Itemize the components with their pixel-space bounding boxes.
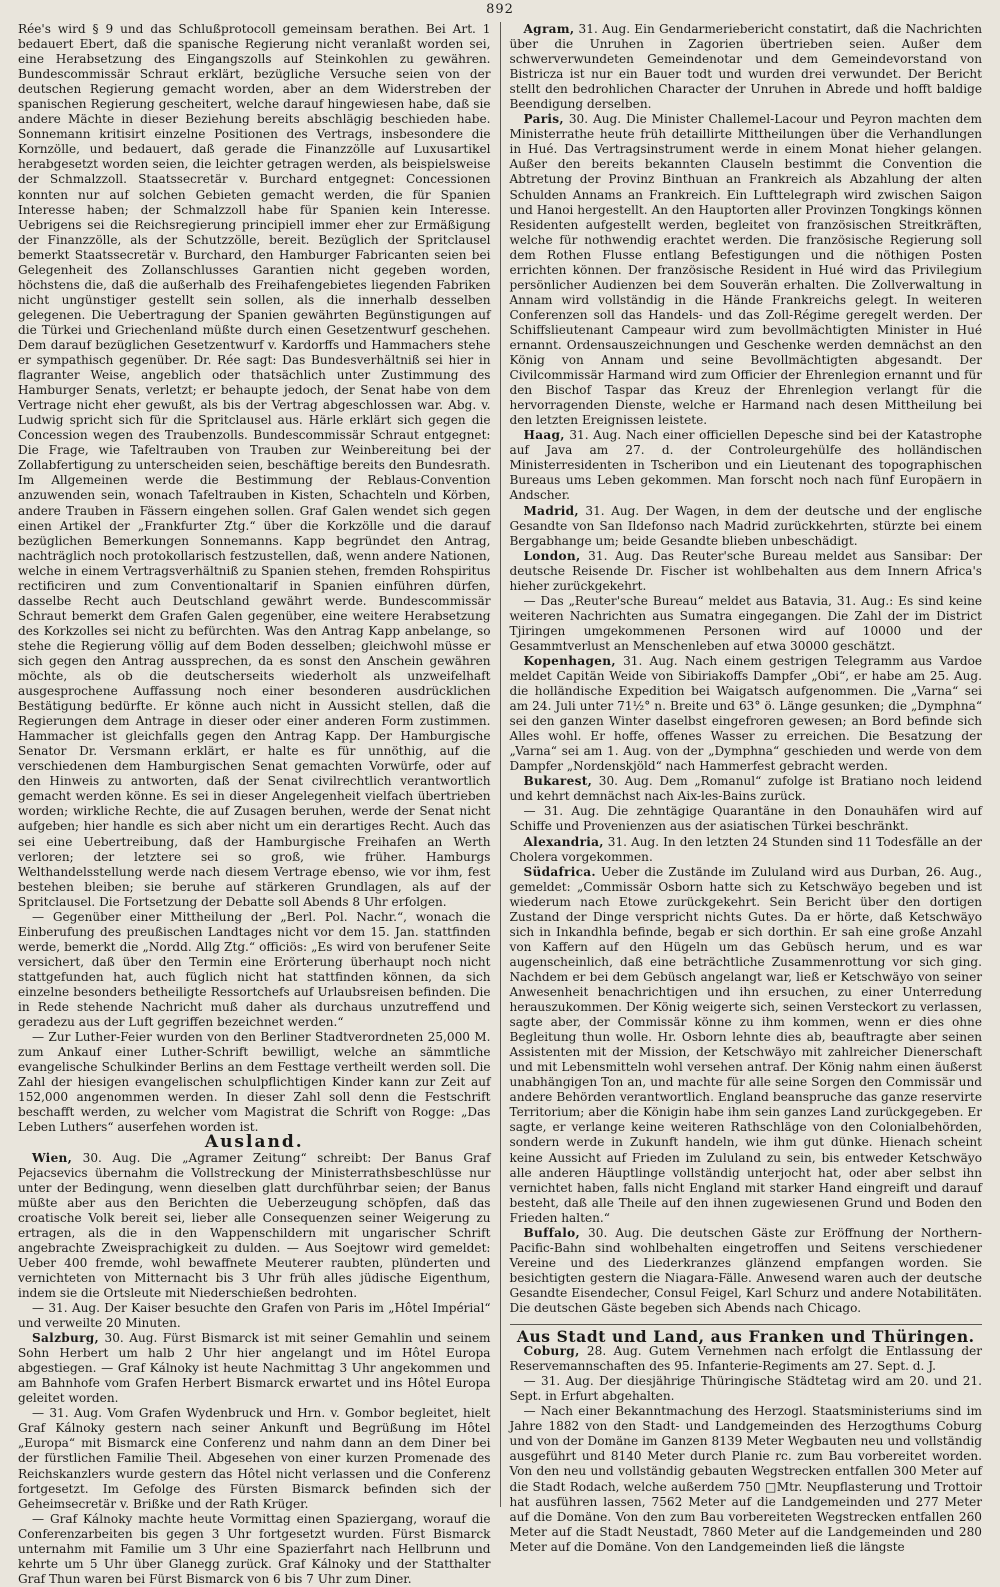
article-suedafrica: Südafrica. Ueber die Zustände im Zululand wird aus Durban, 26. Aug., gemeldet: „Commissär Osborn hatte sich zu Ketschwäyo begeben und ist wiederum nach Etowe zurückgekehrt. Sein Bericht über den dortigen Zustand der Dinge verspricht nichts Gutes. Da er hörte, daß Ketschwäyo sich in Inkandhla befinde, begab er sich dorthin. Er sah eine große Anzahl von Kaffern auf den Hügeln um das Gebüsch herum, und es war augenscheinlich, daß eine beträchtliche Zusammenrottung vor sich ging. Nachdem er bei dem Gebüsch angelangt war, ließ er Ketschwäyo von seiner Anwesenheit benachrichtigen und ihn ersuchen, zu einer Unterredung herauszukommen. Der König weigerte sich, seinen Versteckort zu verlassen, sagte aber, der Commissär könne zu ihm kommen, wenn er dies ohne Begleitung thun wolle. Hr. Osborn lehnte dies ab, beauftragte aber seinen Assistenten mit der Mission, der Ketschwäyo mit zahlreicher Dienerschaft und mit Lebensmitteln wohl versehen antraf. Der König nahm einen äußerst unabhängigen Ton an, und machte für alle seine Sorgen den Commissär und andere Behörden verantwortlich. England beanspruche das ganze reservirte Territorium; aber die Königin habe ihm sein ganzes Land zurückgegeben. Er sagte, er verlange keine weiteren Rathschläge von den Colonialbehörden, sondern werde in Zukunft handeln, wie ihm gut dünke. Hienach scheint keine Aussicht auf Frieden im Zululand zu sein, bis entweder Ketschwäyo alle anderen Häuptlinge vollständig unterjocht hat, oder aber selbst ihn vernichtet haben, falls nicht England mit starker Hand eingreift und darauf besteht, daß alle Theile auf den ihnen zugewiesenen Grund und Boden den Frieden halten.“ xyxy=(509,864,983,1225)
article-staedtetag: — 31. Aug. Der diesjährige Thüringische Städtetag wird am 20. und 21. Sept. in Erfurt abgehalten. xyxy=(509,1374,983,1404)
article-landtag: — Gegenüber einer Mittheilung der „Berl. Pol. Nachr.“, wonach die Einberufung des preußischen Landtages nicht vor dem 15. Jan. stattfinden werde, bemerkt die „Nordd. Allg Ztg.“ officiös: „Es wird von berufener Seite versichert, daß über den Termin eine Erörterung überhaupt noch nicht stattgefunden hat, auch füglich nicht hat stattfinden können, da sich einzelne besonders betheiligte Ressortchefs auf Urlaubsreisen befinden. Die in Rede stehende Nachricht muß daher als durchaus unzutreffend und geradezu aus der Luft gegriffen bezeichnet werden.“ xyxy=(18,909,491,1030)
article-madrid: Madrid, 31. Aug. Der Wagen, in dem der deutsche und der englische Gesandte von San Ildefonso nach Madrid zurückkehrten, stürzte bei einem Bergabhange um; beide Gesandte blieben unbeschädigt. xyxy=(509,503,983,548)
article-reichstag-debate: Rée's wird § 9 und das Schlußprotocoll gemeinsam berathen. Bei Art. 1 bedauert Ebert, daß die spanische Regierung nicht veranlaßt worden sei, eine Herabsetzung des Eingangszolls auf Steinkohlen zu gewähren. Bundescommissär Schraut erklärt, bezügliche Versuche seien von der deutschen Regierung gemacht worden, aber an dem Widerstreben der spanischen Regierung gescheitert, welche darauf hingewiesen habe, daß sie andere Mächte in dieser Beziehung bereits abschlägig beschieden habe. Sonnemann kritisirt einzelne Positionen des Vertrags, insbesondere die Kornzölle, und bedauert, daß gerade die Finanzzölle auf Luxusartikel herabgesetzt worden seien, die leichter getragen werden, als beispielsweise der Schmalzzoll. Staatssecretär v. Burchard entgegnet: Concessionen konnten nur auf solchen Gebieten gemacht werden, die für Spanien Interesse haben; der Schmalzzoll habe für Spanien kein Interesse. Uebrigens sei die Reichsregierung principiell immer eher zur Ermäßigung der Finanzzölle, als der Schutzzölle, bereit. Bezüglich der Spritclausel bemerkt Staatssecretär v. Burchard, den Hamburger Fabricanten seien bei Gelegenheit des Zollanschlusses Garantien nicht gegeben worden, höchstens die, daß die außerhalb des Freihafengebietes liegenden Fabriken nicht ungünstiger gestellt sein sollen, als die innerhalb desselben gelegenen. Die Uebertragung der Spanien gewährten Begünstigungen auf die Türkei und Griechenland müßte durch einen Gesetzentwurf geschehen. Dem darauf bezüglichen Gesetzentwurf v. Kardorffs und Hammachers stehe er sympathisch gegenüber. Dr. Rée sagt: Das Bundesverhältniß sei hier in flagranter Weise, angeblich oder thatsächlich unter Zustimmung des Hamburger Senats, verletzt; er behaupte jedoch, der Senat habe von dem Vertrage nicht eher gewußt, als bis der Vertrag abgeschlossen war. Abg. v. Ludwig spricht sich für die Spritclausel aus. Härle erklärt sich gegen die Concession wegen des Traubenzolls. Bundescommissär Schraut entgegnet: Die Frage, wie Tafeltrauben von Trauben zur Weinbereitung bei der Zollabfertigung zu unterscheiden seien, beschäftige bereits den Bundesrath. Im Allgemeinen werde die Bestimmung der Reblaus-Convention anzuwenden sein, wonach Tafeltrauben in Kisten, Schachteln und Körben, andere Trauben in Fässern eingehen sollen. Graf Galen wendet sich gegen einen Artikel der „Frankfurter Ztg.“ über die Korkzölle und die darauf bezüglichen Bemerkungen Sonnemanns. Kapp begründet den Antrag, nachträglich noch protokollarisch festzustellen, daß, wenn andere Nationen, welche in einem Vertragsverhältniß zu Spanien stehen, fremden Rohspiritus rectificiren und zum Conventionaltarif in Spanien einführen dürfen, dasselbe Recht auch Deutschland gewährt werde. Bundescommissär Schraut bemerkt dem Grafen Galen gegenüber, eine weitere Herabsetzung des Korkzolles sei nicht zu befürchten. Was den Antrag Kapp anbelange, so stehe die Regierung völlig auf dem Boden desselben; gleichwohl müsse er sich gegen den Antrag aussprechen, da es sonst den Anschein gewähren möchte, als ob die deutscherseits wiederholt als unzweifelhaft ausgesprochene Auffassung noch einer besonderen ausdrücklichen Bestätigung bedürfte. Er könne auch nicht in Aussicht stellen, daß die Regierungen dem Antrage in dieser oder einer anderen Form zustimmen. Hammacher ist gleichfalls gegen den Antrag Kapp. Der Hamburgische Senator Dr. Versmann erklärt, er halte es für unnöthig, auf die verschiedenen dem Hamburgischen Senat gemachten Vorwürfe, oder auf den Hinweis zu antworten, daß der Senat civilrechtlich verantwortlich gemacht werden könne. Es sei in dieser Angelegenheit vielfach übertrieben worden; wirkliche Rechte, die auf Zusagen beruhen, werde der Senat nicht aufgeben; hier handle es sich aber nicht um ein derartiges Recht. Auch das sei eine Uebertreibung, daß der Hamburgische Freihafen an Werth verloren; der letztere sei so groß, wie früher. Hamburgs Welthandelsstellung werde nach diesem Vertrage ebenso, wie vor ihm, fest bestehen bleiben; sie beruhe auf stärkeren Grundlagen, als auf der Spritclausel. Die Fortsetzung der Debatte soll Abends 8 Uhr erfolgen. xyxy=(18,22,491,909)
article-batavia: — Das „Reuter'sche Bureau“ meldet aus Batavia, 31. Aug.: Es sind keine weiteren Nachrichten aus Sumatra eingegangen. Die Zahl der im District Tjiringen umgekommenen Personen wird auf 10000 und der Gesammtverlust an Menschenleben auf etwa 30000 geschätzt. xyxy=(509,593,983,653)
article-haag: Haag, 31. Aug. Nach einer officiellen Depesche sind bei der Katastrophe auf Java am 27. d. der Controleurgehülfe des holländischen Ministerresidenten in Tscheribon und ein Lieutenant des topographischen Bureaus ums Leben gekommen. Man forscht noch nach fünf Europäern in Andscher. xyxy=(509,428,983,503)
article-wegbauten: — Nach einer Bekanntmachung des Herzogl. Staatsministeriums sind im Jahre 1882 von den Stadt- und Landgemeinden des Herzogthums Coburg und von der Domäne im Ganzen 8139 Meter Wegbauten neu und vollständig ausgeführt und 8140 Meter durch Planie rc. zum Bau vorbereitet worden. Von den neu und vollständig gebauten Wegstrecken entfallen 300 Meter auf die Stadt Rodach, welche außerdem 750 □Mtr. Neupflasterung und Trottoir hat ausführen lassen, 7562 Meter auf die Landgemeinden und 277 Meter auf die Domäne. Von den zum Bau vorbereiteten Wegstrecken entfallen 260 Meter auf die Stadt Neustadt, 7860 Meter auf die Landgemeinden und 280 Meter auf die Domäne. Von den Landgemeinden ließ die längste xyxy=(509,1404,983,1554)
article-salzburg-2: — 31. Aug. Vom Grafen Wydenbruck und Hrn. v. Gombor begleitet, hielt Graf Kálnoky gestern nach seiner Ankunft und Begrüßung im Hôtel „Europa“ mit Bismarck eine Conferenz und nahm dann an dem Diner bei der fürstlichen Familie Theil. Abgesehen von einer kurzen Promenade des Reichskanzlers wurde gestern das Hôtel nicht verlassen und die Conferenz fortgesetzt. Im Gefolge des Fürsten Bismarck befinden sich der Geheimsecretär v. Brißke und der Rath Krüger. xyxy=(18,1406,491,1511)
page-number: 892 xyxy=(486,2,514,17)
article-buffalo: Buffalo, 30. Aug. Die deutschen Gäste zur Eröffnung der Northern-Pacific-Bahn sind wohlbehalten eingetroffen und Seitens verschiedener Vereine und des Liederkranzes glänzend empfangen worden. Sie besichtigten gestern die Niagara-Fälle. Anwesend waren auch der deutsche Gesandte Eisendecher, Consul Feigel, Karl Schurz und andere Notabilitäten. Die deutschen Gäste begeben sich Abends nach Chicago. xyxy=(509,1225,983,1315)
article-salzburg-3: — Graf Kálnoky machte heute Vormittag einen Spaziergang, worauf die Conferenzarbeiten bis gegen 3 Uhr fortgesetzt wurden. Fürst Bismarck unternahm mit Familie um 3 Uhr eine Spazierfahrt nach Hellbrunn und kehrte um 5 Uhr über Glanegg zurück. Graf Kálnoky und der Statthalter Graf Thun waren bei Fürst Bismarck von 6 bis 7 Uhr zum Diner. xyxy=(18,1511,491,1586)
article-wien-2: — 31. Aug. Der Kaiser besuchte den Grafen von Paris im „Hôtel Impérial“ und verweilte 20 Minuten. xyxy=(18,1300,491,1331)
article-paris: Paris, 30. Aug. Die Minister Challemel-Lacour und Peyron machten dem Ministerrathe heute früh detaillirte Mittheilungen über die Verhandlungen in Hué. Das Vertragsinstrument werde in einem Monat hieher gelangen. Außer den bereits bekannten Clauseln bestimmt die Convention die Abtretung der Provinz Binthuan an Frankreich als Abzahlung der alten Schulden Annams an Frankreich. Ein Lufttelegraph wird zwischen Saigon und Hanoi hergestellt. An den Hauptorten aller Provinzen Tongkings können Residenten aufgestellt werden, begleitet von französischen Streitkräften, welche für nothwendig erachtet werden. Die französische Regierung soll dem Rothen Flusse entlang Befestigungen und die nöthigen Posten errichten können. Der französische Resident in Hué wird das Privilegium persönlicher Audienzen bei dem Souverän erhalten. Die Zollverwaltung in Annam wird vollständig in die Hände Frankreichs gelegt. In weiteren Conferenzen soll das Handels- und das Zoll-Régime geregelt werden. Der Schiffslieutenant Campeaur wird zum bevollmächtigten Minister in Hué ernannt. Ordensauszeichnungen und Geschenke werden demnächst an den König von Annam und seine Bevollmächtigten abgesandt. Der Civilcommissär Harmand wird zum Officier der Ehrenlegion ernannt und für den Bischof Taspar das Kreuz der Ehrenlegion verlangt für die hervorragenden Dienste, welche er Harmand nach desen Mittheilung bei den letzten Ereignissen leistete. xyxy=(509,112,983,428)
article-luther-feier: — Zur Luther-Feier wurden von den Berliner Stadtverordneten 25,000 M. zum Ankauf einer Luther-Schrift bewilligt, welche an sämmtliche evangelische Schulkinder Berlins an dem Festtage vertheilt werden soll. Die Zahl der hiesigen evangelischen schulpflichtigen Kinder kann zur Zeit auf 152,000 angenommen werden. In dieser Zahl soll denn die Festschrift beschafft werden, zu welcher vom Magistrat die Schrift von Rogge: „Das Leben Luthers“ auserfehen worden ist. xyxy=(18,1030,491,1135)
article-kopenhagen: Kopenhagen, 31. Aug. Nach einem gestrigen Telegramm aus Vardoe meldet Capitän Weide von Sibiriakoffs Dampfer „Obi“, er habe am 25. Aug. die holländische Expedition bei Waigatsch aufgenommen. Die „Varna“ sei am 24. Juli unter 71½° n. Breite und 63° ö. Länge gesunken; die „Dymphna“ sei den ganzen Winter daselbst eingefroren gewesen; an Bord befinde sich Alles wohl. Er hoffe, offenes Wasser zu erreichen. Die Besatzung der „Varna“ sei am 1. Aug. von der „Dymphna“ geschieden und werde von dem Dampfer „Nordenskjöld“ nach Hammerfest gebracht werden. xyxy=(509,653,983,774)
column-layout xyxy=(18,22,983,1586)
section-divider xyxy=(510,1324,983,1325)
section-heading-stadt-und-land: Aus Stadt und Land, aus Franken und Thüringen. xyxy=(516,1327,975,1347)
article-london: London, 31. Aug. Das Reuter'sche Bureau meldet aus Sansibar: Der deutsche Reisende Dr. Fischer ist wohlbehalten aus dem Innern Africa's hieher zurückgekehrt. xyxy=(509,548,983,593)
left-column xyxy=(18,22,491,1586)
article-agram: Agram, 31. Aug. Ein Gendarmeriebericht constatirt, daß die Nachrichten über die Unruhen in Zagorien übertrieben seien. Außer dem schwerverwundeten Gemeindenotar und dem Gemeindevorstand von Bistricza ist nur ein Bauer todt und wurden drei verwundet. Der Bericht stellt den bedrohlichen Character der Unruhen in Abrede und hofft baldige Beendigung derselben. xyxy=(509,22,983,112)
article-bukarest-2: — 31. Aug. Die zehntägige Quarantäne in den Donauhäfen wird auf Schiffe und Provenienzen aus der asiatischen Türkei beschränkt. xyxy=(509,804,983,834)
right-column xyxy=(509,22,983,1554)
article-bukarest: Bukarest, 30. Aug. Dem „Romanul“ zufolge ist Bratiano noch leidend und kehrt demnächst nach Aix-les-Bains zurück. xyxy=(509,774,983,804)
section-heading-ausland: Ausland. xyxy=(204,1132,304,1153)
column-divider xyxy=(500,22,501,1507)
article-salzburg: Salzburg, 30. Aug. Fürst Bismarck ist mit seiner Gemahlin und seinem Sohn Herbert um halb 2 Uhr hier angelangt und im Hôtel Europa abgestiegen. — Graf Kálnoky ist heute Nachmittag 3 Uhr angekommen und am Bahnhofe vom Grafen Herbert Bismarck erwartet und ins Hôtel Europa geleitet worden. xyxy=(18,1331,491,1406)
article-alexandria: Alexandria, 31. Aug. In den letzten 24 Stunden sind 11 Todesfälle an der Cholera vorgekommen. xyxy=(509,834,983,864)
article-coburg: Coburg, 28. Aug. Gutem Vernehmen nach erfolgt die Entlassung der Reservemannschaften des 95. Infanterie-Regiments am 27. Sept. d. J. xyxy=(509,1344,983,1374)
article-wien: Wien, 30. Aug. Die „Agramer Zeitung“ schreibt: Der Banus Graf Pejacsevics übernahm die Vollstreckung der Ministerrathsbeschlüsse nur unter der Bedingung, wenn dieselben glatt durchführbar seien; der Banus müßte aber aus den Berichten die Ueberzeugung schöpfen, daß das croatische Volk bereit sei, lieber alle Consequenzen seiner Weigerung zu ertragen, als die in den Wappenschildern mit ungarischer Schrift angebrachte Zweisprachigkeit zu dulden. — Aus Soejtowr wird gemeldet: Ueber 400 fremde, wohl bewaffnete Meuterer raubten, plünderten und vernichteten von Mitternacht bis 3 Uhr früh alles jüdische Eigenthum, indem sie die Ortsleute mit Niederschießen bedrohten. xyxy=(18,1150,491,1300)
